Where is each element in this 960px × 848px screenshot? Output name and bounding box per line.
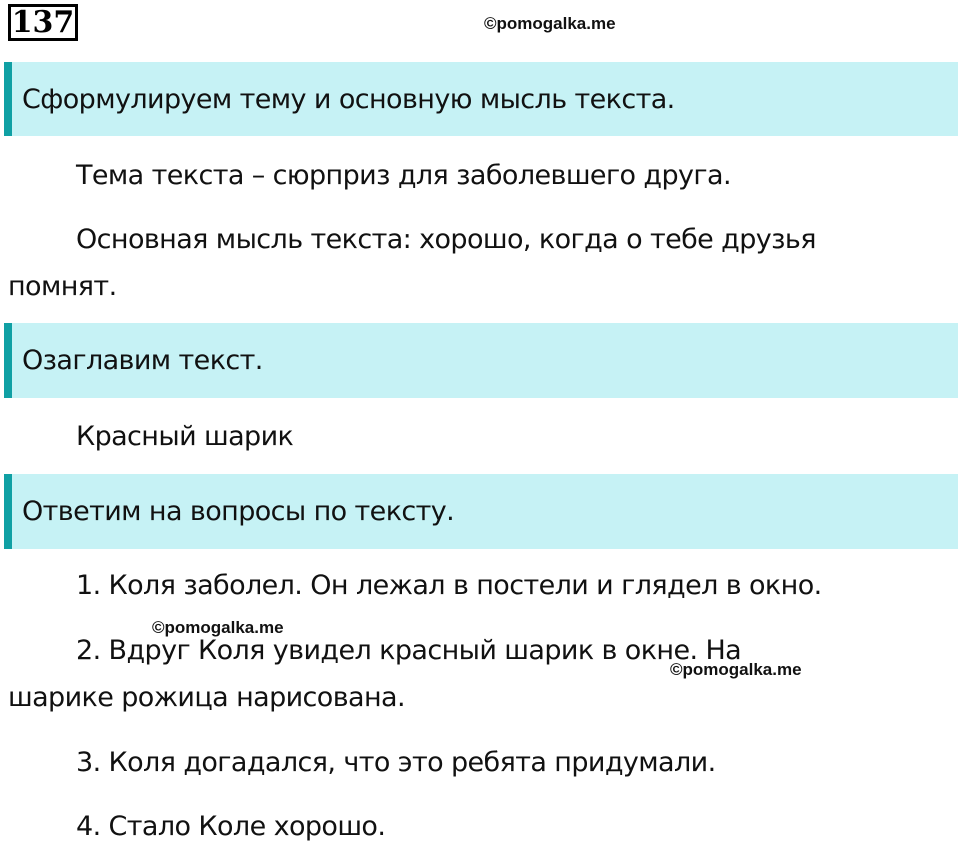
paragraph-line: 3. Коля догадался, что это ребята придумали. xyxy=(76,747,716,778)
paragraph-line: Красный шарик xyxy=(76,421,294,452)
task-number-box xyxy=(8,4,78,41)
section-heading-text: Озаглавим текст. xyxy=(22,345,263,376)
paragraph-line: Основная мысль текста: хорошо, когда о тебе друзья xyxy=(76,224,816,255)
section-heading-questions xyxy=(4,474,958,549)
watermark-middle: ©pomogalka.me xyxy=(152,618,284,637)
paragraph-line: 1. Коля заболел. Он лежал в постели и глядел в окно. xyxy=(76,570,822,601)
section-heading-theme xyxy=(4,62,958,136)
paragraph-line: 2. Вдруг Коля увидел красный шарик в окне. На xyxy=(76,635,742,666)
paragraph-line: шарике рожица нарисована. xyxy=(8,682,405,713)
watermark-right: ©pomogalka.me xyxy=(670,660,802,679)
watermark-top: ©pomogalka.me xyxy=(484,14,616,33)
section-heading-title xyxy=(4,323,958,398)
section-heading-text: Сформулируем тему и основную мысль текста. xyxy=(22,83,675,115)
task-number: 137 xyxy=(11,5,75,40)
paragraph-line: Тема текста – сюрприз для заболевшего друга. xyxy=(76,160,731,191)
paragraph-line: 4. Стало Коле хорошо. xyxy=(76,811,386,842)
section-heading-text: Ответим на вопросы по тексту. xyxy=(22,496,455,527)
paragraph-line: помнят. xyxy=(8,271,117,302)
